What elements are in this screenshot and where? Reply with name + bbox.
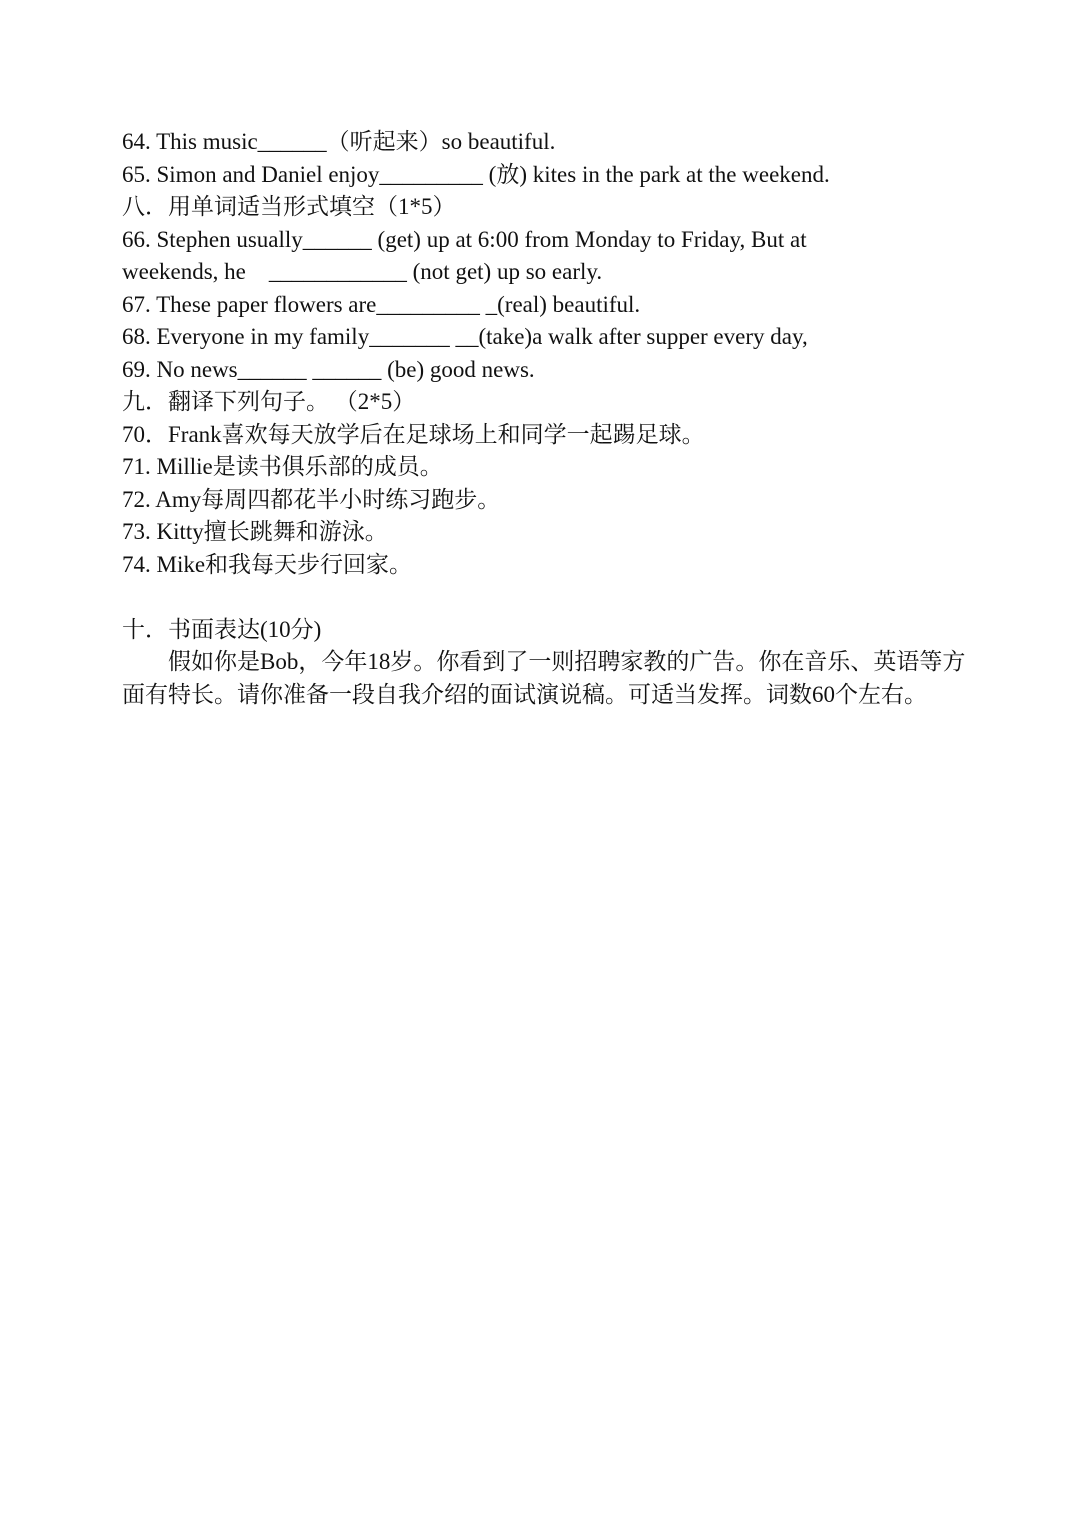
section-spacer [122, 581, 967, 614]
question-66-line-2: weekends, he ____________ (not get) up so early. [122, 259, 603, 284]
question-66-line-1: 66. Stephen usually______ (get) up at 6:00 from Monday to Friday, But at [122, 226, 807, 252]
question-70: 70．Frank喜欢每天放学后在足球场上和同学一起踢足球。 [122, 421, 705, 447]
section-8-heading: 八．用单词适当形式填空（1*5） [122, 194, 456, 219]
section-9-heading: 九．翻译下列句子。 （2*5） [122, 389, 416, 414]
question-69: 69. No news______ ______ (be) good news. [122, 356, 535, 382]
section-10-heading: 十．书面表达(10分) [122, 616, 322, 642]
question-72: 72. Amy每周四都花半小时练习跑步。 [122, 486, 501, 512]
question-73: 73. Kitty擅长跳舞和游泳。 [122, 519, 388, 544]
question-64: 64. This music______（听起来）so beautiful. [122, 129, 556, 154]
question-74: 74. Mike和我每天步行回家。 [122, 551, 413, 577]
question-65: 65. Simon and Daniel enjoy_________ (放) kites in the park at the weekend. [122, 161, 830, 187]
question-67: 67. These paper flowers are_________ _(real) beautiful. [122, 291, 641, 317]
writing-task-prompt: 假如你是Bob，今年18岁。你看到了一则招聘家教的广告。你在音乐、英语等方面有特长。请你准备一段自我介绍的面试演说稿。可适当发挥。词数60个左右。 [122, 649, 966, 707]
question-68: 68. Everyone in my family_______ __(take)a walk after supper every day, [122, 324, 808, 349]
question-71: 71. Millie是读书俱乐部的成员。 [122, 454, 443, 479]
document-page [122, 126, 967, 711]
